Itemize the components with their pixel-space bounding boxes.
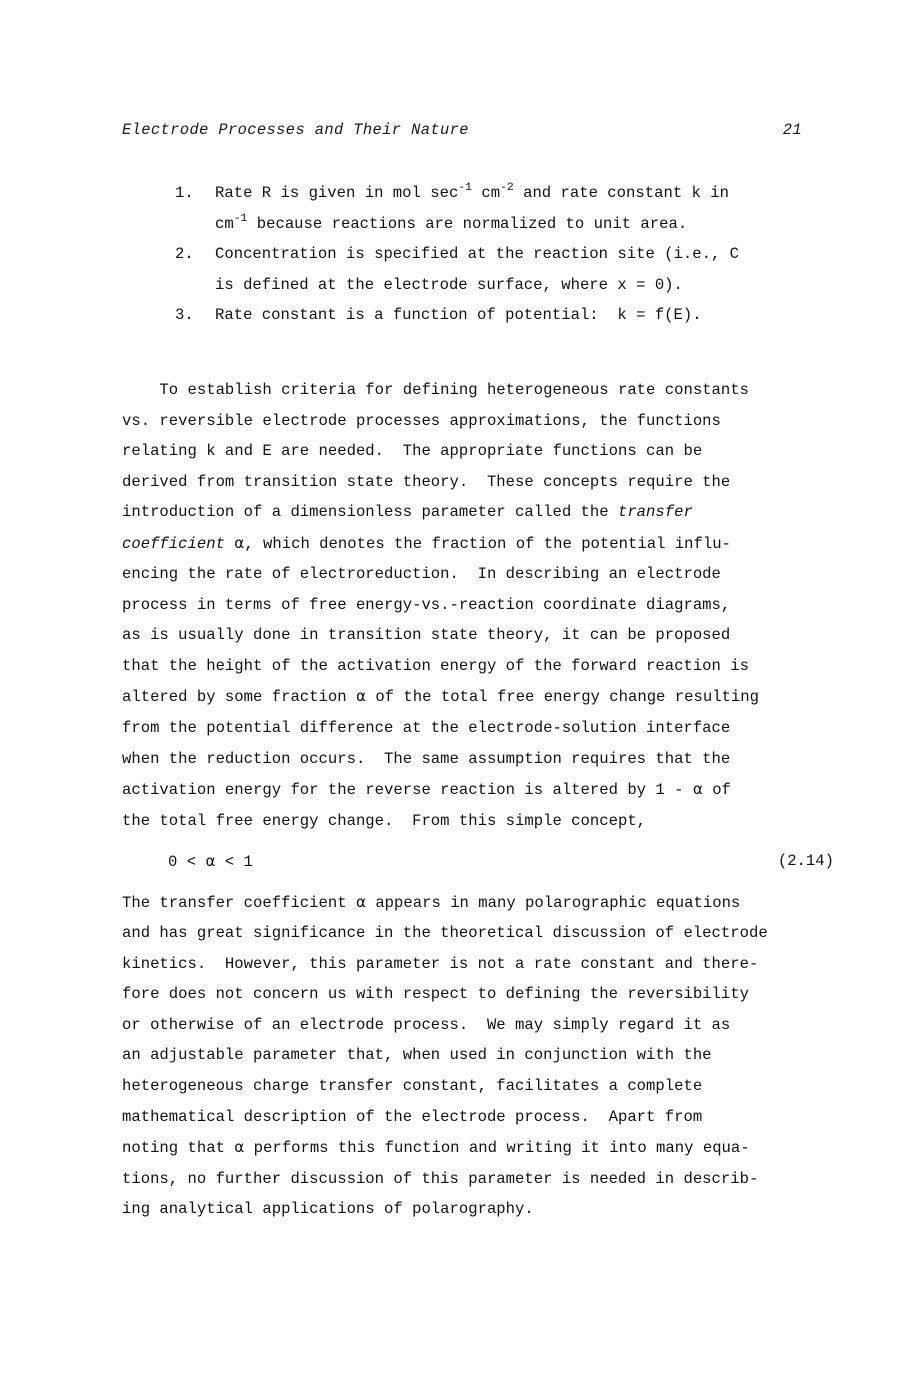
list-item-line [215, 300, 825, 331]
text-run: performs this function and writing it into many equa- [244, 1139, 750, 1158]
text-run: encing the rate of electroreduction. In describing an electrode [122, 565, 721, 584]
paragraph-line [122, 528, 822, 560]
text-run: an adjustable parameter that, when used in conjunction with the [122, 1046, 712, 1065]
paragraph-line [122, 436, 822, 467]
paragraph-line [122, 806, 822, 837]
text-run: Concentration is specified at the reaction site (i.e., C [215, 245, 740, 264]
list-item-text [215, 178, 825, 239]
text-run: mathematical description of the electrode process. Apart from [122, 1107, 703, 1126]
list-item-line [215, 209, 825, 240]
paragraph-line [122, 651, 822, 682]
list-item-number: 2. [175, 245, 194, 264]
list-item-line [215, 270, 825, 301]
paragraph-one [122, 375, 822, 836]
list-item-line [215, 239, 825, 270]
paragraph-line [122, 744, 822, 775]
paragraph-line [122, 467, 822, 498]
text-run: The transfer coefficient [122, 893, 356, 912]
paragraph-line [122, 1194, 822, 1225]
text-run: To establish criteria for defining heterogeneous rate constants [122, 381, 749, 399]
paragraph-two [122, 887, 822, 1225]
alpha-symbol: α [692, 780, 703, 799]
running-header [122, 121, 802, 139]
paragraph-line [122, 1164, 822, 1195]
list-item-text [215, 300, 825, 331]
alpha-symbol: α [234, 533, 245, 552]
list-item-number: 1. [175, 184, 194, 202]
text-run: of the total free energy change resulting [365, 688, 759, 707]
text-run: 0 < [168, 853, 206, 872]
equation-expression [168, 846, 253, 878]
alpha-symbol: α [355, 892, 366, 911]
list-item-line [215, 178, 825, 209]
text-run: and rate constant k in [513, 184, 729, 202]
text-run: from the potential difference at the electrode-solution interface [122, 719, 731, 738]
text-run: heterogeneous charge transfer constant, facilitates a complete [122, 1077, 703, 1096]
superscript-exponent: -1 [233, 212, 248, 225]
text-run: activation energy for the reverse reaction is altered by 1 - [122, 781, 693, 800]
display-equation [122, 846, 834, 877]
text-run: process in terms of free energy-vs.-reaction coordinate diagrams, [122, 595, 731, 614]
text-run: or otherwise of an electrode process. We may simply regard it as [122, 1015, 731, 1034]
text-run: Rate constant is a function of potential: k = f(E). [215, 306, 702, 325]
header-title: Electrode Processes and Their Nature [122, 121, 469, 139]
text-run: as is usually done in transition state theory, it can be proposed [122, 626, 731, 645]
paragraph-line [122, 620, 822, 651]
italic-term: transfer [617, 503, 693, 522]
list-item-text [215, 239, 825, 300]
paragraph-line [122, 375, 822, 406]
text-run: appears in many polarographic equations [365, 893, 741, 912]
alpha-symbol: α [205, 852, 216, 871]
equation-paragraph-gap [122, 877, 822, 887]
paragraph-line [122, 1132, 822, 1164]
text-run: , which denotes the fraction of the potential influ- [244, 534, 731, 553]
list-item [175, 239, 825, 300]
paragraph-line [122, 887, 822, 919]
text-run: tions, no further discussion of this parameter is needed in describ- [122, 1169, 759, 1188]
equation-number: (2.14) [777, 852, 834, 871]
list-item-number: 3. [175, 306, 194, 325]
text-run: that the height of the activation energy of the forward reaction is [122, 656, 749, 675]
list-item [175, 300, 825, 331]
text-run: when the reduction occurs. The same assumption requires that the [122, 749, 731, 768]
paragraph-line [122, 559, 822, 590]
paragraph-line [122, 406, 822, 437]
text-run: ing analytical applications of polarography. [122, 1200, 534, 1219]
text-run: of [702, 781, 731, 800]
paragraph-line [122, 1102, 822, 1133]
text-run: kinetics. However, this parameter is not a rate constant and there- [122, 954, 759, 973]
text-run: derived from transition state theory. These concepts require the [122, 472, 731, 491]
paragraph-line [122, 681, 822, 713]
paragraph-line [122, 590, 822, 621]
list-item [175, 178, 825, 239]
paragraph-line [122, 918, 822, 949]
text-run: introduction of a dimensionless parameter called the [122, 503, 618, 522]
paragraph-line [122, 979, 822, 1010]
text-run: fore does not concern us with respect to defining the reversibility [122, 985, 749, 1004]
numbered-list [175, 178, 825, 331]
text-run: noting that [122, 1139, 235, 1158]
text-run: < 1 [215, 853, 253, 872]
paragraph-line [122, 949, 822, 980]
paragraph-line [122, 1040, 822, 1071]
paragraph-line [122, 1071, 822, 1102]
text-run [225, 535, 234, 553]
alpha-symbol: α [355, 687, 366, 706]
body-text-block [122, 375, 834, 1225]
superscript-exponent: -1 [458, 182, 472, 194]
text-run: and has great significance in the theoretical discussion of electrode [122, 924, 768, 943]
italic-term: coefficient [122, 534, 225, 553]
paragraph-line [122, 713, 822, 744]
page-number: 21 [782, 121, 802, 139]
paragraph-line [122, 497, 822, 528]
text-run: the total free energy change. From this simple concept, [122, 811, 647, 830]
text-run: because reactions are normalized to unit area. [247, 214, 688, 233]
superscript-exponent: -2 [500, 182, 514, 194]
text-run: Rate R is given in mol sec [215, 184, 459, 202]
text-run: is defined at the electrode surface, where x = 0). [215, 275, 683, 294]
paragraph-equation-gap [122, 836, 822, 846]
text-run: altered by some fraction [122, 688, 356, 707]
text-run: vs. reversible electrode processes approximations, the functions [122, 411, 721, 430]
text-run: cm [215, 214, 234, 233]
paragraph-line [122, 1010, 822, 1041]
paragraph-line [122, 774, 822, 806]
text-run: relating k and E are needed. The appropriate functions can be [122, 442, 703, 461]
text-run: cm [471, 184, 501, 202]
alpha-symbol: α [234, 1138, 245, 1157]
